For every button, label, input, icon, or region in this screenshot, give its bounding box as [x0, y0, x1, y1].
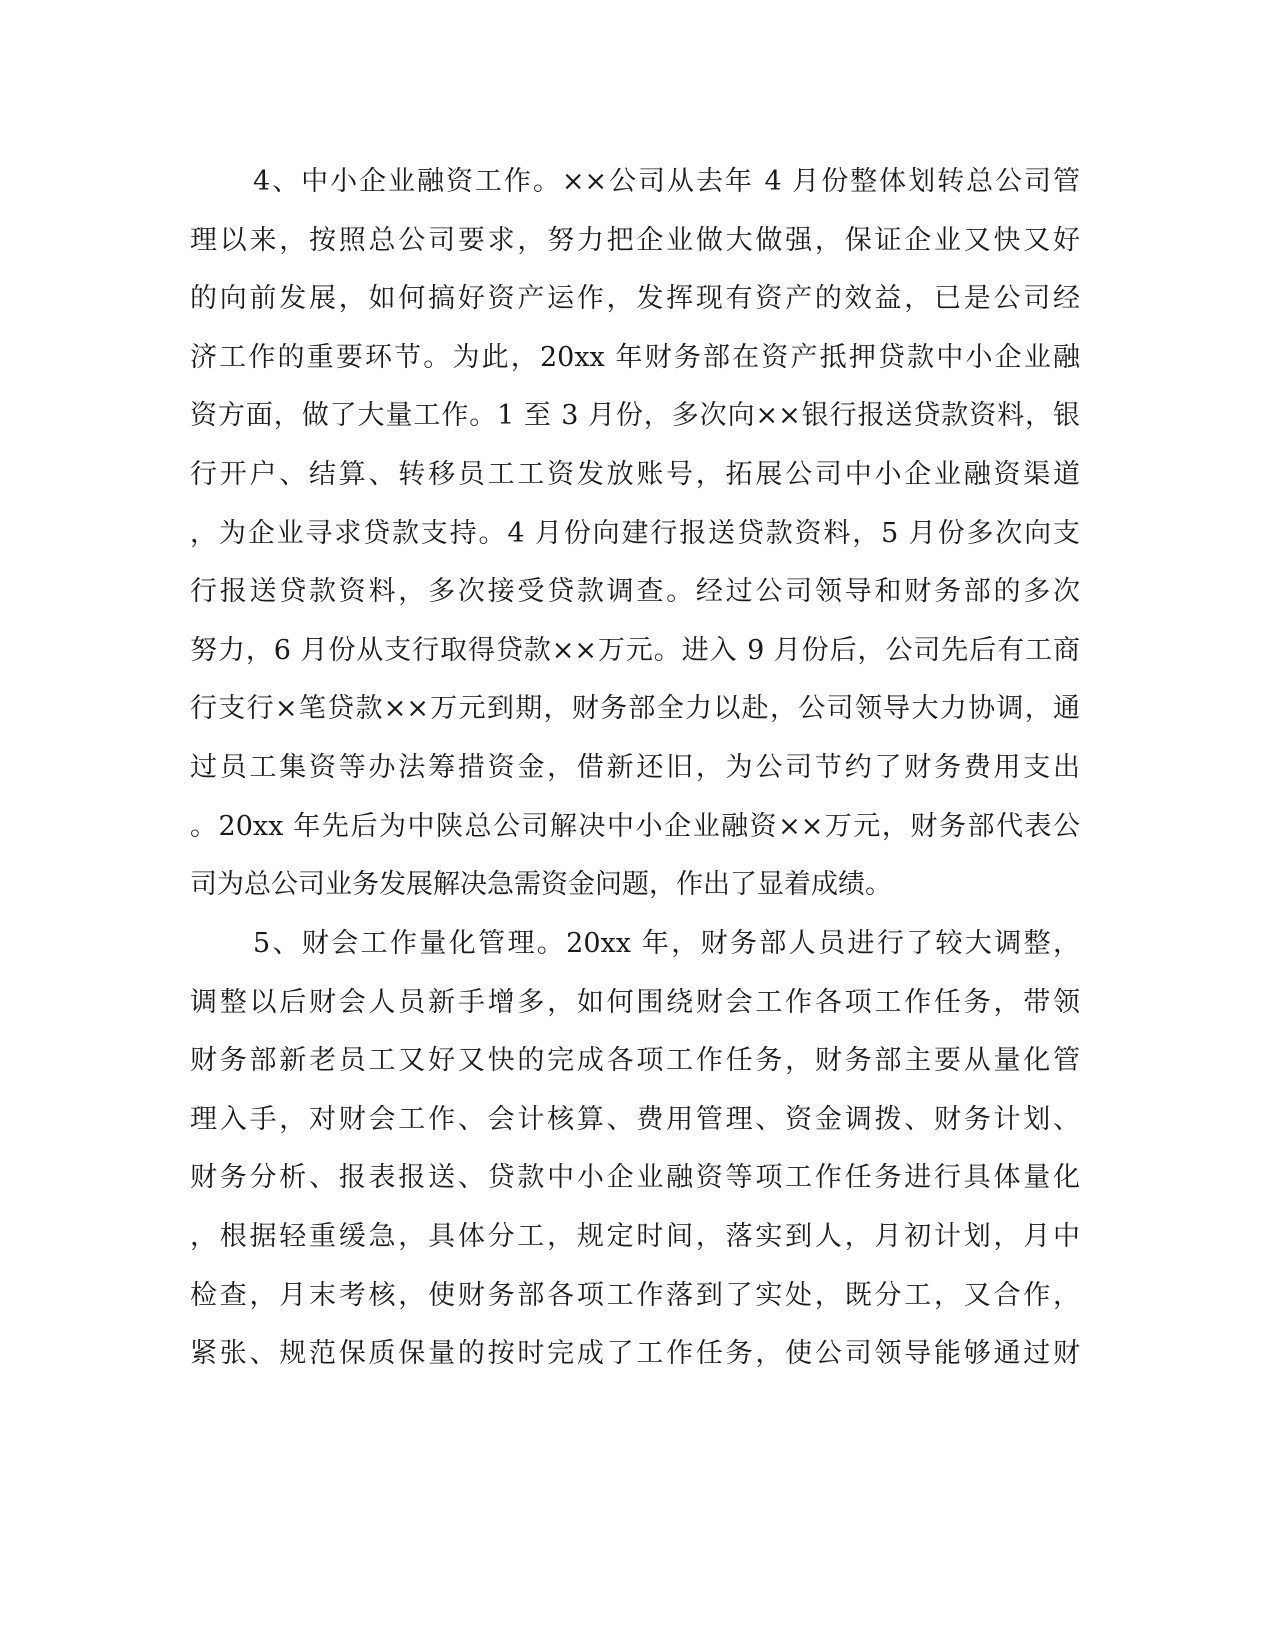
paragraph-1-line-1: 4、中小企业融资工作。××公司从去年 4 月份整体划转总公司管: [253, 166, 1080, 197]
paragraph-2-line-1: 5、财会工作量化管理。20xx 年，财务部人员进行了较大调整，: [253, 928, 1080, 959]
paragraph-2-line-4: 理入手，对财会工作、会计核算、费用管理、资金调拨、财务计划、: [190, 1104, 1080, 1135]
paragraph-2-line-2: 调整以后财会人员新手增多，如何围绕财会工作各项工作任务，带领: [190, 987, 1080, 1018]
paragraph-2-line-5: 财务分析、报表报送、贷款中小企业融资等项工作任务进行具体量化: [190, 1162, 1080, 1193]
paragraph-1-line-12: 。20xx 年先后为中陕总公司解决中小企业融资××万元，财务部代表公: [190, 811, 1080, 842]
paragraph-1-line-11: 过员工集资等办法筹措资金，借新还旧，为公司节约了财务费用支出: [190, 752, 1080, 783]
paragraph-1-line-9: 努力，6 月份从支行取得贷款××万元。进入 9 月份后，公司先后有工商: [190, 635, 1080, 666]
paragraph-1-line-7: ，为企业寻求贷款支持。4 月份向建行报送贷款资料，5 月份多次向支: [190, 518, 1080, 549]
paragraph-1-line-10: 行支行×笔贷款××万元到期，财务部全力以赴，公司领导大力协调，通: [190, 693, 1080, 724]
paragraph-1-line-13: 司为总公司业务发展解决急需资金问题，作出了显着成绩。: [190, 869, 892, 900]
paragraph-2-line-7: 检查，月末考核，使财务部各项工作落到了实处，既分工，又合作，: [190, 1280, 1080, 1311]
paragraph-1-line-3: 的向前发展，如何搞好资产运作，发挥现有资产的效益，已是公司经: [190, 283, 1080, 314]
paragraph-1-line-8: 行报送贷款资料，多次接受贷款调查。经过公司领导和财务部的多次: [190, 576, 1080, 607]
paragraph-1-line-4: 济工作的重要环节。为此，20xx 年财务部在资产抵押贷款中小企业融: [190, 342, 1080, 373]
paragraph-2-line-8: 紧张、规范保质保量的按时完成了工作任务，使公司领导能够通过财: [190, 1338, 1080, 1369]
paragraph-2-line-3: 财务部新老员工又好又快的完成各项工作任务，财务部主要从量化管: [190, 1045, 1080, 1076]
paragraph-1-line-2: 理以来，按照总公司要求，努力把企业做大做强，保证企业又快又好: [190, 225, 1080, 256]
paragraph-1-line-5: 资方面，做了大量工作。1 至 3 月份，多次向××银行报送贷款资料，银: [190, 400, 1080, 431]
paragraph-2-line-6: ，根据轻重缓急，具体分工，规定时间，落实到人，月初计划，月中: [190, 1221, 1080, 1252]
paragraph-1-line-6: 行开户、结算、转移员工工资发放账号，拓展公司中小企业融资渠道: [190, 459, 1080, 490]
